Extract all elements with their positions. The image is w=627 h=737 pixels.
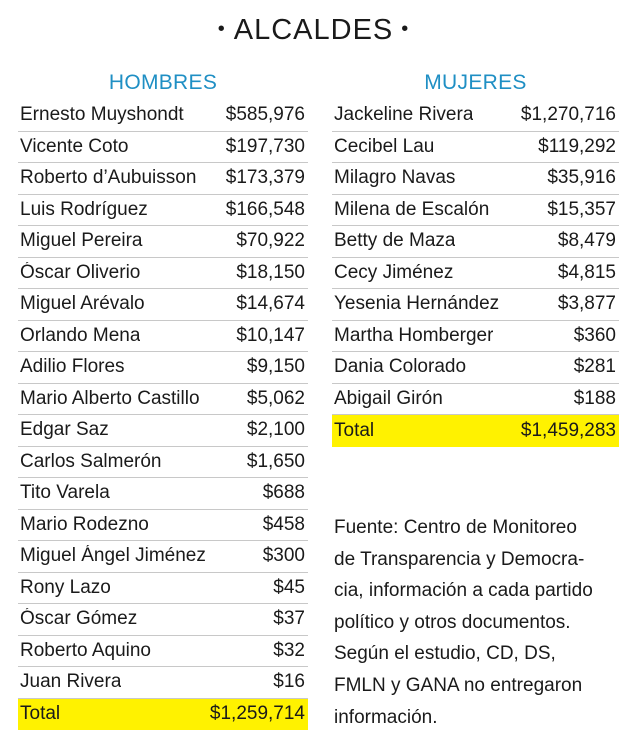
table-row	[18, 478, 308, 510]
row-amount: $188	[573, 387, 616, 409]
table-row	[332, 321, 619, 353]
mujeres-table	[332, 66, 619, 447]
row-amount: $166,548	[225, 198, 305, 220]
table-row	[18, 195, 308, 227]
title-text: ALCALDES	[233, 14, 394, 46]
row-name: Vicente Coto	[20, 135, 129, 157]
hombres-total-label: Total	[20, 703, 61, 725]
row-amount: $1,270,716	[520, 104, 616, 126]
table-row	[18, 415, 308, 447]
row-name: Cecibel Lau	[334, 135, 435, 157]
row-amount: $32	[273, 639, 305, 661]
row-amount: $18,150	[236, 261, 305, 283]
table-row	[18, 573, 308, 605]
row-name: Betty de Maza	[334, 230, 456, 252]
table-row	[18, 667, 308, 699]
row-name: Mario Alberto Castillo	[20, 387, 200, 409]
title-bullet-right: •	[401, 18, 410, 40]
row-name: Milena de Escalón	[334, 198, 490, 220]
row-amount: $9,150	[246, 356, 305, 378]
table-row	[332, 352, 619, 384]
hombres-total-row	[18, 699, 308, 731]
mujeres-total-row	[332, 415, 619, 447]
row-name: Jackeline Rivera	[334, 104, 474, 126]
row-name: Rony Lazo	[20, 576, 111, 598]
row-name: Miguel Ángel Jiménez	[20, 545, 206, 567]
mujeres-total-amount: $1,459,283	[520, 419, 616, 441]
row-amount: $173,379	[225, 167, 305, 189]
row-name: Yesenia Hernández	[334, 293, 500, 315]
row-name: Luis Rodríguez	[20, 198, 148, 220]
table-row	[18, 289, 308, 321]
row-amount: $119,292	[538, 135, 616, 157]
table-row	[18, 604, 308, 636]
hombres-heading: HOMBRES	[108, 71, 218, 94]
mujeres-total-label: Total	[334, 419, 375, 441]
mujeres-heading: MUJERES	[424, 71, 527, 94]
table-row	[18, 510, 308, 542]
row-name: Mario Rodezno	[20, 513, 149, 535]
row-name: Tito Varela	[20, 482, 110, 504]
table-row	[18, 226, 308, 258]
row-amount: $3,877	[557, 293, 616, 315]
mujeres-rows	[332, 100, 619, 415]
row-name: Carlos Salmerón	[20, 450, 162, 472]
row-amount: $37	[273, 608, 305, 630]
row-amount: $458	[262, 513, 305, 535]
row-name: Milagro Navas	[334, 167, 456, 189]
table-row	[332, 226, 619, 258]
hombres-table	[18, 66, 308, 730]
table-row	[332, 100, 619, 132]
row-amount: $688	[262, 482, 305, 504]
row-amount: $197,730	[225, 135, 305, 157]
row-name: Óscar Oliverio	[20, 261, 141, 283]
hombres-rows	[18, 100, 308, 699]
table-row	[332, 195, 619, 227]
table-row	[332, 384, 619, 416]
row-amount: $585,976	[225, 104, 305, 126]
table-row	[18, 321, 308, 353]
hombres-total-amount: $1,259,714	[209, 703, 305, 725]
source-note: Fuente: Centro de Monitoreo de Transparencia y Democra- cia, información a cada partido político y otros documentos. Según el estudio, CD, DS, FMLN y GANA no entregaron información.	[334, 517, 593, 728]
row-name: Adilio Flores	[20, 356, 125, 378]
row-amount: $4,815	[557, 261, 616, 283]
row-amount: $300	[262, 545, 305, 567]
row-name: Cecy Jiménez	[334, 261, 454, 283]
table-row	[18, 636, 308, 668]
row-name: Martha Homberger	[334, 324, 494, 346]
row-amount: $15,357	[547, 198, 616, 220]
row-name: Orlando Mena	[20, 324, 141, 346]
row-name: Abigail Girón	[334, 387, 443, 409]
table-row	[18, 163, 308, 195]
table-row	[332, 258, 619, 290]
table-row	[18, 100, 308, 132]
row-amount: $360	[573, 324, 616, 346]
table-row	[332, 163, 619, 195]
table-row	[332, 289, 619, 321]
row-amount: $5,062	[246, 387, 305, 409]
row-amount: $10,147	[236, 324, 305, 346]
row-amount: $1,650	[246, 450, 305, 472]
row-name: Óscar Gómez	[20, 608, 138, 630]
row-amount: $70,922	[236, 230, 305, 252]
row-amount: $14,674	[236, 293, 305, 315]
row-name: Juan Rivera	[20, 671, 122, 693]
table-row	[18, 352, 308, 384]
row-name: Ernesto Muyshondt	[20, 104, 184, 126]
page-title	[0, 14, 627, 47]
table-row	[18, 384, 308, 416]
row-name: Edgar Saz	[20, 419, 109, 441]
row-name: Roberto d’Aubuisson	[20, 167, 197, 189]
row-name: Miguel Arévalo	[20, 293, 145, 315]
row-amount: $35,916	[547, 167, 616, 189]
table-row	[18, 132, 308, 164]
table-row	[18, 447, 308, 479]
title-bullet-left: •	[217, 18, 226, 40]
row-name: Dania Colorado	[334, 356, 467, 378]
row-name: Roberto Aquino	[20, 639, 151, 661]
row-amount: $16	[273, 671, 305, 693]
table-row	[18, 541, 308, 573]
table-row	[332, 132, 619, 164]
row-name: Miguel Pereira	[20, 230, 143, 252]
row-amount: $45	[273, 576, 305, 598]
row-amount: $8,479	[557, 230, 616, 252]
row-amount: $2,100	[246, 419, 305, 441]
row-amount: $281	[573, 356, 616, 378]
table-row	[18, 258, 308, 290]
